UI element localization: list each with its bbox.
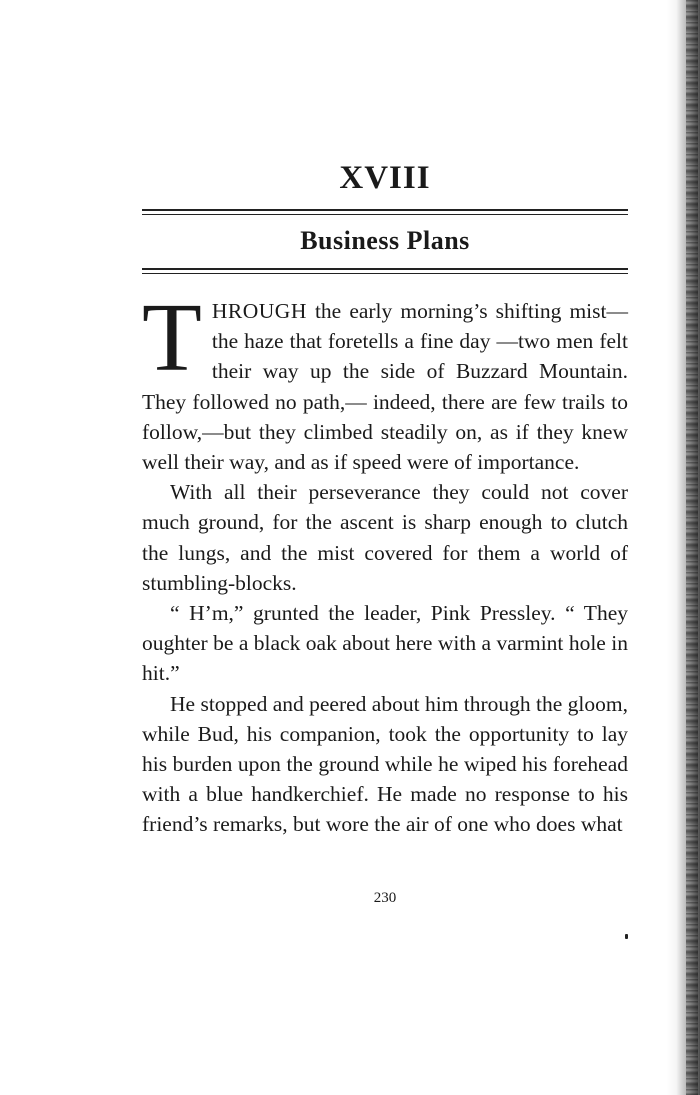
ink-speck (625, 934, 628, 939)
paragraph-2: With all their perseverance they could not cover much ground, for the ascent is sharp enough to clutch the lungs, and the mist covered for them a world of stumbling-blocks. (142, 480, 628, 595)
title-rule-bottom (142, 268, 628, 274)
page-edge-texture (686, 0, 698, 1095)
body-text (142, 284, 628, 840)
paragraph-1-text: the early morning’s shifting mist—the haze that foretells a fine day —two men felt their way up the side of Buzzard Mountain. They followed no path,— indeed, there are few trails to follow,—but they climbed steadily on, as if they knew well their way, and as if speed were of importance. (142, 299, 628, 475)
paragraph-1 (142, 284, 628, 477)
lead-word: HROUGH (211, 299, 307, 323)
page-number: 230 (373, 890, 397, 906)
paragraph-3: “ H’m,” grunted the leader, Pink Pressley. “ They oughter be a black oak about here with a varmint hole in hit.” (142, 601, 628, 686)
drop-cap: T (142, 284, 202, 392)
chapter-title: Business Plans (300, 226, 470, 255)
chapter-number: XVIII (339, 160, 431, 196)
paragraph-4: He stopped and peered about him through the gloom, while Bud, his companion, took the opportunity to lay his burden upon the ground while he wiped his forehead with a blue handkerchief. He made no response to his friend’s remarks, but wore the air of one who does what (142, 691, 628, 837)
title-rule-top (142, 209, 628, 215)
